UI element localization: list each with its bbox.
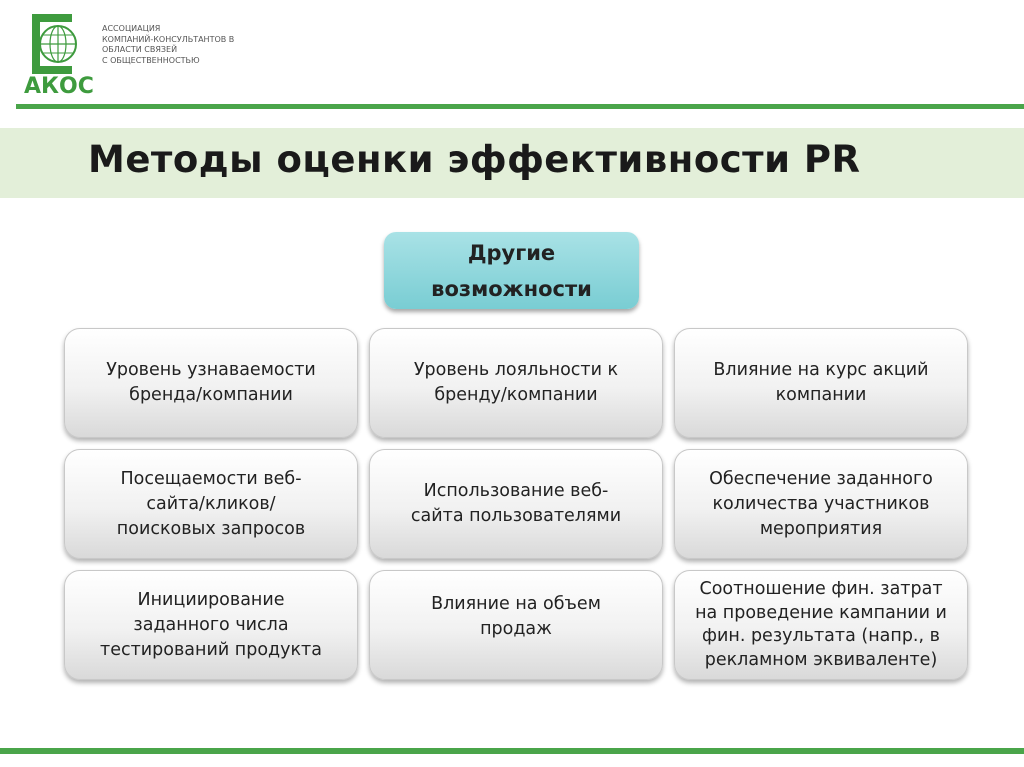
method-card-text: Влияние на объем продаж bbox=[431, 594, 601, 639]
method-card bbox=[64, 328, 358, 438]
method-card-text: Использование веб- сайта пользователями bbox=[410, 481, 622, 526]
method-card bbox=[369, 449, 663, 559]
method-card-text: Инициирование заданного числа тестирований продукта bbox=[100, 589, 322, 660]
bottom-divider bbox=[0, 748, 1024, 754]
method-card bbox=[674, 570, 968, 680]
method-card bbox=[674, 449, 968, 559]
method-card-text: Обеспечение заданного количества участников мероприятия bbox=[709, 468, 933, 539]
method-card-text: Соотношение фин. затрат на проведение кампании и фин. результата (напр., в рекламном эквиваленте) bbox=[695, 579, 947, 670]
method-card bbox=[64, 449, 358, 559]
globe-logo-icon bbox=[22, 14, 80, 74]
method-card bbox=[369, 570, 663, 680]
method-card-text: Уровень узнаваемости бренда/компании bbox=[106, 360, 316, 405]
logo-name: АКОС bbox=[24, 74, 94, 99]
logo-association-text: АССОЦИАЦИЯ КОМПАНИЙ-КОНСУЛЬТАНТОВ В ОБЛАСТИ СВЯЗЕЙ С ОБЩЕСТВЕННОСТЬЮ bbox=[102, 24, 235, 65]
method-card-text: Уровень лояльности к бренду/компании bbox=[413, 360, 619, 405]
slide-title: Методы оценки эффективности PR bbox=[88, 138, 861, 181]
method-card bbox=[674, 328, 968, 438]
method-card-text: Посещаемости веб- сайта/кликов/ поисковых запросов bbox=[116, 468, 306, 539]
akos-logo bbox=[22, 14, 262, 99]
top-divider bbox=[16, 104, 1024, 109]
method-card bbox=[369, 328, 663, 438]
method-card bbox=[64, 570, 358, 680]
method-card-text: Влияние на курс акций компании bbox=[713, 360, 929, 405]
category-header: Другие возможности bbox=[384, 232, 639, 309]
